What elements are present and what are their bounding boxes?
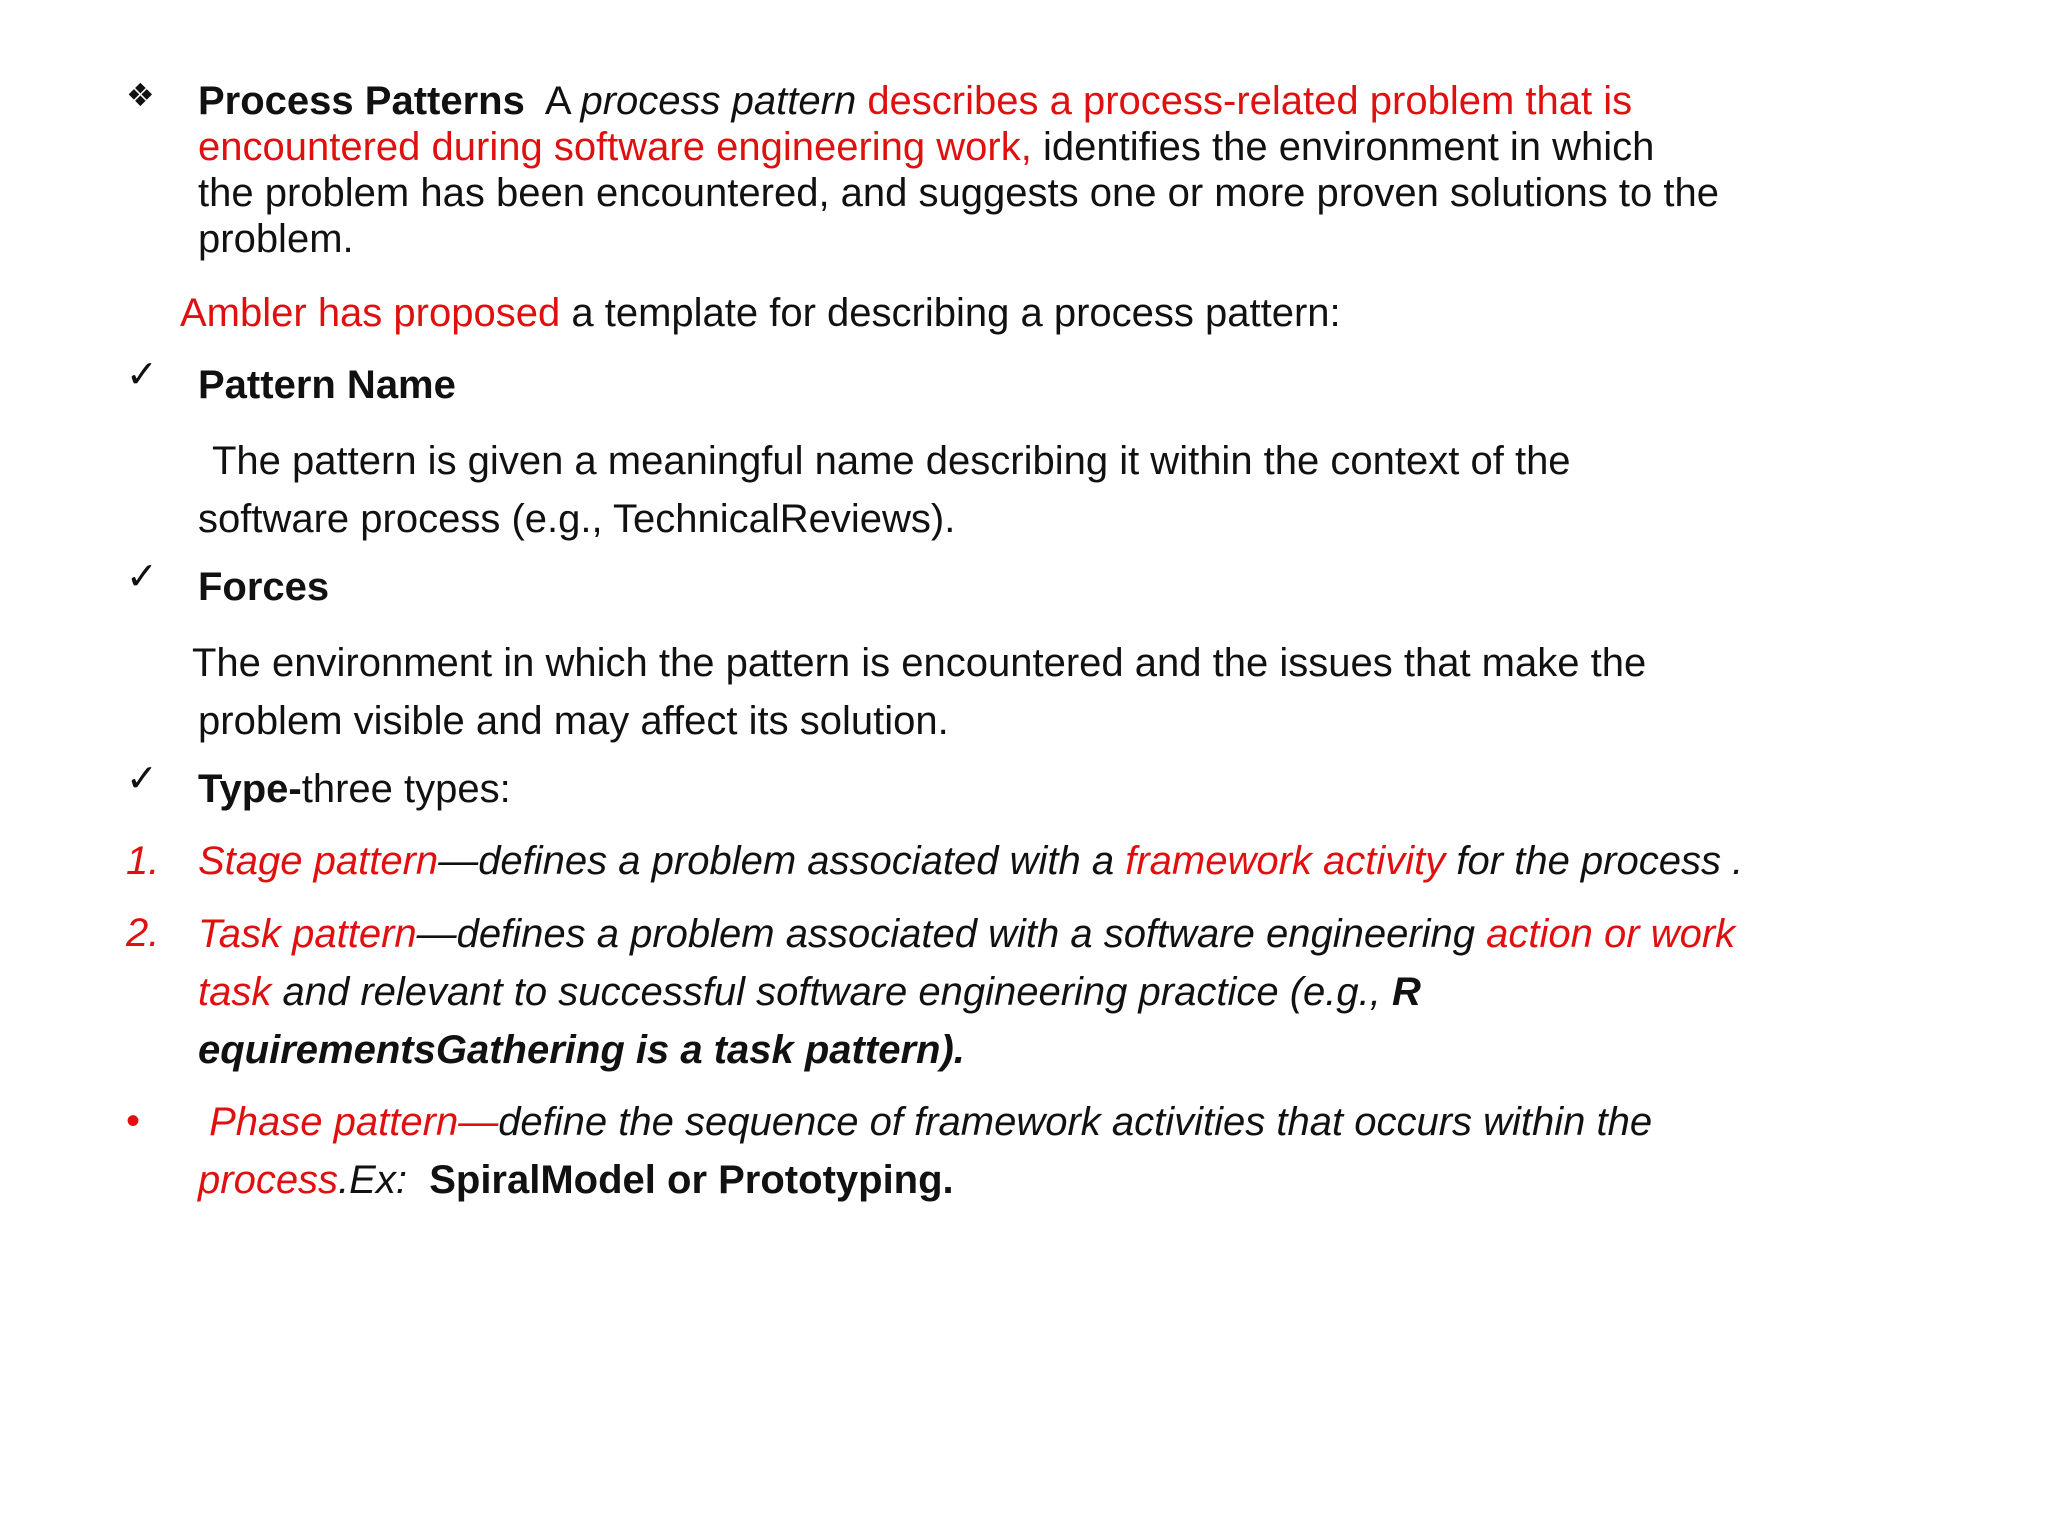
task-pattern-name: Task pattern	[198, 912, 417, 956]
list-number-2: 2.	[126, 911, 160, 955]
pattern-name-heading: Pattern Name	[198, 363, 456, 407]
process-text-4: problem.	[198, 217, 354, 261]
checkmark-icon: ✓	[126, 354, 158, 396]
task-pattern-text-2: and relevant to successful software engineering practice (e.g.,	[282, 970, 1381, 1014]
phase-pattern-text-2: .Ex:	[338, 1158, 407, 1202]
type-heading: Type-	[198, 767, 302, 811]
phase-pattern-red: process	[198, 1158, 339, 1202]
process-red-text-2: encountered during software engineering work,	[198, 125, 1032, 169]
diamond-bullet-icon: ❖	[126, 77, 155, 113]
task-pattern-text-1: —defines a problem associated with a software engineering	[416, 912, 1476, 956]
checkmark-icon: ✓	[126, 758, 158, 800]
list-number-1: 1.	[126, 839, 160, 883]
ambler-text: a template for describing a process pattern:	[571, 291, 1341, 335]
process-text-2: identifies the environment in which	[1042, 125, 1655, 169]
phase-pattern-text-1: define the sequence of framework activities that occurs within the	[498, 1100, 1653, 1144]
process-pattern-term: process pattern	[580, 79, 857, 123]
task-pattern-bold-2: equirementsGathering is a task pattern).	[198, 1028, 965, 1072]
task-pattern-red-2: task	[198, 970, 272, 1014]
forces-heading: Forces	[198, 565, 330, 609]
phase-pattern-bold: SpiralModel or Prototyping.	[429, 1158, 954, 1202]
stage-pattern-text-2: for the process .	[1456, 839, 1744, 883]
phase-pattern-name: Phase pattern—	[209, 1100, 499, 1144]
process-patterns-text	[198, 78, 1958, 262]
stage-pattern-name: Stage pattern	[198, 839, 439, 883]
checkmark-icon: ✓	[126, 556, 158, 598]
ambler-red-text: Ambler has proposed	[180, 291, 561, 335]
text-a: A	[544, 79, 570, 123]
process-red-text-1: describes a process-related problem that is	[867, 79, 1633, 123]
forces-desc-2: problem visible and may affect its solution.	[198, 699, 949, 743]
process-text-3: the problem has been encountered, and suggests one or more proven solutions to the	[198, 171, 1719, 215]
stage-pattern-text-1: —defines a problem associated with a	[438, 839, 1115, 883]
pattern-name-desc-1: The pattern is given a meaningful name describing it within the context of the	[212, 439, 1571, 483]
bullet-dot-icon: •	[126, 1099, 141, 1143]
forces-desc-1: The environment in which the pattern is encountered and the issues that make the	[192, 641, 1647, 685]
pattern-name-desc-2: software process (e.g., TechnicalReviews).	[198, 497, 956, 541]
process-patterns-title: Process Patterns	[198, 79, 525, 123]
stage-pattern-red: framework activity	[1125, 839, 1446, 883]
task-pattern-red-1: action or work	[1486, 912, 1736, 956]
task-pattern-bold-1: R	[1392, 970, 1421, 1014]
type-text: three types:	[301, 767, 511, 811]
